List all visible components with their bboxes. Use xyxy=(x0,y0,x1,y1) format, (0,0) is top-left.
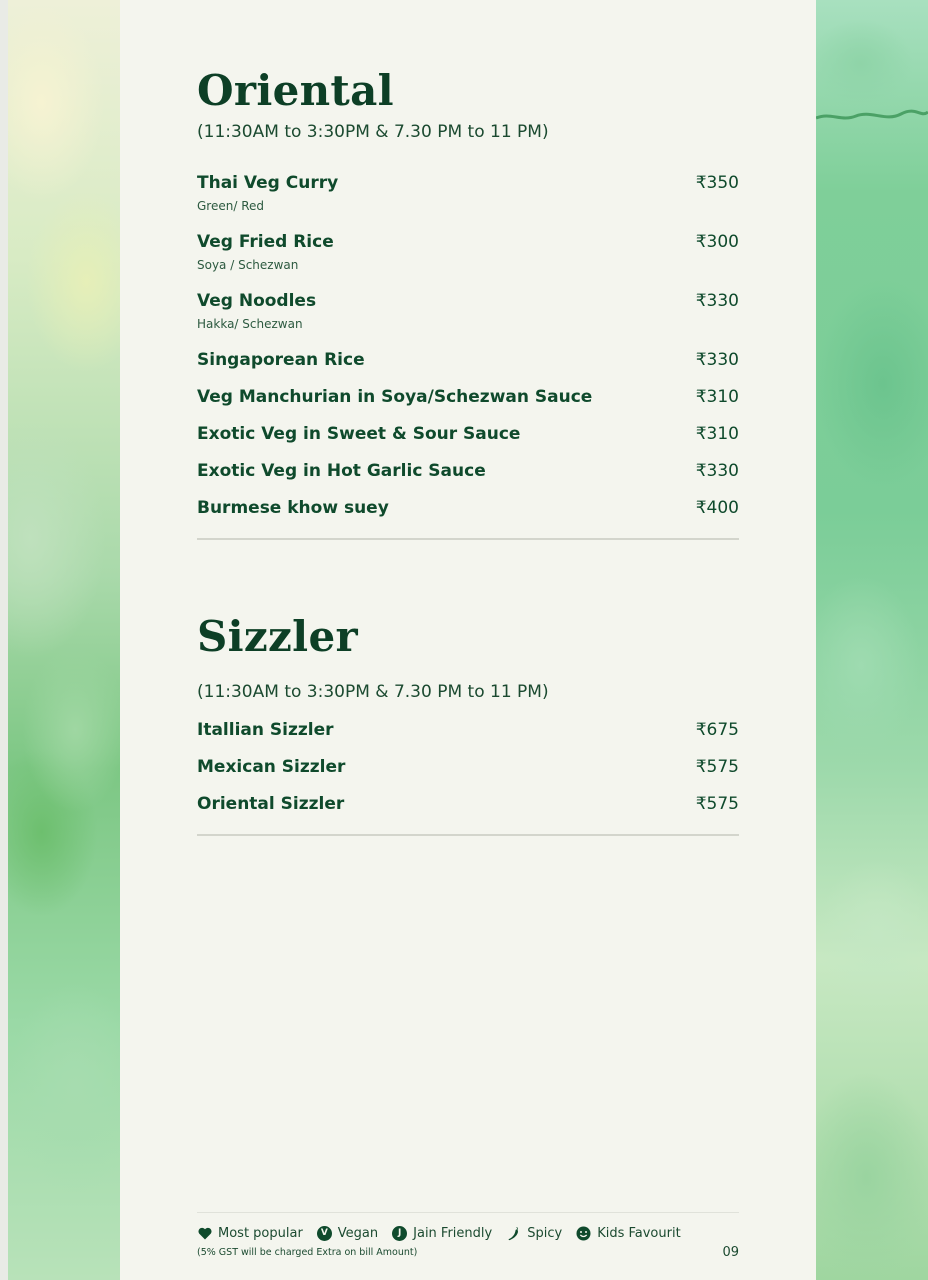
item-description: Green/ Red xyxy=(197,199,264,213)
item-description: Hakka/ Schezwan xyxy=(197,317,303,331)
item-price: ₹330 xyxy=(695,291,739,311)
item-name: Veg Manchurian in Soya/Schezwan Sauce xyxy=(197,387,593,407)
item-price: ₹575 xyxy=(695,794,739,814)
item-price: ₹675 xyxy=(695,720,739,740)
legend-label: Most popular xyxy=(218,1225,303,1241)
heart-icon xyxy=(197,1226,212,1241)
footer-divider xyxy=(197,1212,739,1213)
item-name: Singaporean Rice xyxy=(197,350,365,370)
item-name: Burmese khow suey xyxy=(197,498,389,518)
watercolor-streak xyxy=(816,108,928,128)
item-name: Oriental Sizzler xyxy=(197,794,345,814)
page-number: 09 xyxy=(722,1245,739,1260)
chili-icon xyxy=(506,1226,521,1241)
item-name: Veg Noodles xyxy=(197,291,317,311)
legend-most-popular xyxy=(197,1226,303,1241)
menu-page xyxy=(197,0,739,1280)
section-title-sizzler: Sizzler xyxy=(197,612,358,661)
legend-spicy xyxy=(506,1226,562,1241)
legend-kids xyxy=(576,1226,680,1241)
item-name: Veg Fried Rice xyxy=(197,232,334,252)
item-price: ₹575 xyxy=(695,757,739,777)
section-divider xyxy=(197,834,739,836)
item-name: Exotic Veg in Hot Garlic Sauce xyxy=(197,461,486,481)
jain-icon: J xyxy=(392,1226,407,1241)
legend-label: Vegan xyxy=(337,1225,379,1241)
item-price: ₹310 xyxy=(695,387,739,407)
watercolor-border-left xyxy=(8,0,120,1280)
item-description: Soya / Schezwan xyxy=(197,258,299,272)
item-name: Thai Veg Curry xyxy=(197,173,339,193)
item-name: Exotic Veg in Sweet & Sour Sauce xyxy=(197,424,521,444)
watercolor-border-right xyxy=(816,0,928,1280)
section-hours-oriental: (11:30AM to 3:30PM & 7.30 PM to 11 PM) xyxy=(197,122,549,142)
item-price: ₹350 xyxy=(695,173,739,193)
item-price: ₹400 xyxy=(695,498,739,518)
item-price: ₹330 xyxy=(695,350,739,370)
legend-vegan xyxy=(317,1226,378,1241)
section-divider xyxy=(197,538,739,540)
item-name: Itallian Sizzler xyxy=(197,720,334,740)
section-title-oriental: Oriental xyxy=(197,66,394,115)
legend-label: Kids Favourit xyxy=(597,1225,681,1241)
legend xyxy=(197,1222,739,1244)
legend-jain xyxy=(392,1226,492,1241)
item-price: ₹310 xyxy=(695,424,739,444)
item-price: ₹300 xyxy=(695,232,739,252)
smiley-icon xyxy=(576,1226,591,1241)
legend-label: Spicy xyxy=(527,1225,563,1241)
vegan-icon: V xyxy=(317,1226,332,1241)
item-price: ₹330 xyxy=(695,461,739,481)
page-edge xyxy=(0,0,8,1280)
item-name: Mexican Sizzler xyxy=(197,757,346,777)
legend-label: Jain Friendly xyxy=(413,1225,493,1241)
gst-note: (5% GST will be charged Extra on bill Amount) xyxy=(197,1247,418,1258)
section-hours-sizzler: (11:30AM to 3:30PM & 7.30 PM to 11 PM) xyxy=(197,682,549,702)
